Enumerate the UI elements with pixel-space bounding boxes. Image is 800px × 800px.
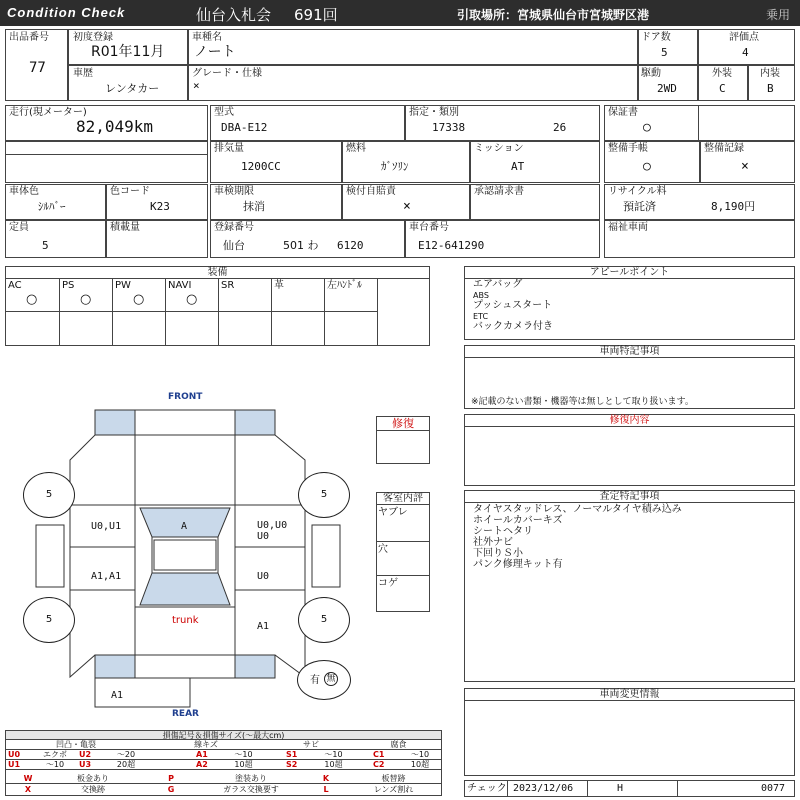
recycle-fee: 8,190円	[711, 200, 756, 213]
body-color-cell	[5, 184, 106, 220]
rear-bumper-damage: A1	[111, 690, 124, 701]
equipment-navi-mark: ○	[186, 292, 198, 307]
claim-cell	[470, 184, 600, 220]
front-label: FRONT	[168, 392, 203, 402]
mileage-cell	[5, 105, 208, 141]
appeal-line: ETC	[473, 312, 489, 321]
interior-eval-divider	[377, 541, 429, 542]
legend-desc: ～20	[116, 750, 136, 759]
designation-value-1: 17338	[432, 121, 466, 134]
legend-desc: ～10	[234, 750, 253, 759]
inspector-notes-title: 査定特記事項	[465, 491, 794, 503]
rear-label: REAR	[172, 709, 199, 719]
interior-value: B	[767, 82, 774, 95]
interior-eval-box	[376, 492, 430, 612]
welfare-cell	[604, 220, 795, 258]
designation-value-2: 26	[553, 121, 567, 134]
special-notes-text: ※記載のない書類・機器等は無しとして取り扱います。	[471, 397, 694, 407]
legend-row-4	[6, 785, 441, 795]
legend-desc: 10超	[234, 760, 253, 769]
body-color-label: 車体色	[9, 186, 39, 197]
equipment-sr-label: SR	[221, 280, 235, 291]
legend-desc: ～10	[45, 760, 65, 769]
spare-tire-indicator	[297, 660, 351, 700]
score-label: 評価点	[729, 32, 759, 43]
special-notes-title: 車両特記事項	[465, 346, 794, 358]
brand-logo: Condition Check	[7, 5, 126, 20]
drive-label: 駆動	[641, 68, 661, 79]
model-value: DBA-E12	[221, 121, 268, 134]
first-reg-cell	[68, 29, 188, 65]
inspector-note-line: ホイールカバーキズ	[473, 515, 563, 526]
check-number: 0077	[761, 783, 786, 794]
check-row	[464, 780, 795, 797]
check-divider	[587, 781, 588, 796]
check-divider	[677, 781, 678, 796]
history-cell	[68, 65, 188, 101]
mileage-label: 走行(現メーター)	[9, 107, 87, 118]
tire-rear-left	[23, 597, 75, 643]
welfare-label: 福祉車両	[608, 222, 648, 233]
equipment-title: 装備	[6, 267, 429, 279]
exterior-value: C	[719, 82, 726, 95]
appeal-panel	[464, 266, 795, 340]
body-color-value: ｼﾙﾊﾞｰ	[38, 200, 66, 213]
spare-tire-mark: 無	[324, 672, 338, 686]
plate-class: 501 わ	[283, 239, 319, 252]
legend-desc: エクボ	[43, 750, 67, 759]
displacement-cell	[210, 141, 342, 183]
car-diagram	[0, 385, 372, 725]
tire-front-left	[23, 472, 75, 518]
interior-cell	[748, 65, 795, 101]
legend-desc: 塗装あり	[235, 774, 267, 783]
legend-desc: ガラス交換要す	[223, 785, 279, 794]
equipment-grid	[6, 279, 429, 345]
score-cell	[698, 29, 795, 65]
inspector-note-line: パンク修理キット有	[473, 559, 563, 570]
legend-desc: ～10	[410, 750, 430, 759]
equipment-ps-label: PS	[62, 280, 75, 291]
tire-rear-right-value: 5	[320, 614, 328, 625]
recycle-label: リサイクル料	[608, 186, 667, 197]
check-label: チェック	[467, 783, 507, 794]
grade-value: ×	[193, 79, 200, 92]
insurance-cell	[342, 184, 470, 220]
equipment-pw-label: PW	[115, 280, 131, 291]
equipment-pw-mark: ○	[133, 292, 145, 307]
vehicle-category: 乗用	[766, 8, 791, 22]
right-rear-door-damage: U0	[257, 571, 270, 582]
legend-code: U0	[8, 750, 21, 759]
legend-code: G	[167, 785, 175, 794]
legend-title: 損傷記号＆損傷サイズ(～最大cm)	[6, 731, 441, 740]
equipment-ac-label: AC	[8, 280, 22, 291]
inspection-label: 車検期限	[214, 186, 254, 197]
trunk-label: trunk	[172, 615, 199, 626]
warranty-cell	[604, 105, 795, 141]
equipment-sr	[219, 279, 272, 312]
vehicle-change-panel	[464, 688, 795, 776]
designation-label: 指定・類別	[409, 107, 459, 118]
mission-label: ミッション	[474, 143, 524, 154]
color-code-cell	[106, 184, 208, 220]
interior-eval-item: ヤブレ	[378, 507, 408, 518]
inspector-notes-panel	[464, 490, 795, 682]
equipment-panel	[5, 266, 430, 346]
capacity-value: 5	[42, 239, 49, 252]
legend-code: U2	[79, 750, 92, 759]
legend-code: U3	[79, 760, 92, 769]
legend-desc: 10超	[324, 760, 343, 769]
legend-h-corrosion: 腐食	[390, 740, 407, 749]
appeal-title: アピールポイント	[465, 267, 794, 279]
history-label: 車歴	[73, 68, 93, 79]
mileage-value: 82,049km	[76, 117, 154, 136]
check-date: 2023/12/06	[513, 783, 574, 794]
legend-row-1	[6, 750, 441, 760]
capacity-cell	[5, 220, 106, 258]
claim-label: 承認請求書	[474, 186, 524, 197]
capacity-label: 定員	[9, 222, 29, 233]
service-manual-value: ○	[643, 159, 651, 174]
legend-row-2	[6, 760, 441, 770]
car-name-value: ノート	[194, 44, 236, 60]
legend-desc: 板金あり	[77, 774, 109, 783]
repair-content-panel	[464, 414, 795, 486]
left-rear-door-damage: A1,A1	[91, 571, 122, 582]
legend-code: A2	[196, 760, 208, 769]
chassis-value: E12-641290	[418, 239, 485, 252]
service-manual-cell	[604, 141, 700, 183]
inspector-note-line: タイヤスタッドレス、ノーマルタイヤ積み込み	[473, 504, 682, 515]
service-record-value: ×	[741, 159, 749, 174]
legend-code: W	[23, 774, 33, 783]
score-value: 4	[742, 46, 749, 59]
model-label: 型式	[214, 107, 234, 118]
equipment-navi	[166, 279, 219, 312]
vehicle-change-title: 車両変更情報	[465, 689, 794, 701]
tire-rear-left-value: 5	[45, 614, 53, 625]
recycle-status: 預託済	[623, 200, 656, 213]
exterior-label: 外装	[712, 68, 732, 79]
lot-number-cell	[5, 29, 68, 101]
chassis-cell	[405, 220, 600, 258]
legend-desc: 10超	[410, 760, 430, 769]
chassis-label: 車台番号	[409, 222, 449, 233]
car-name-cell	[188, 29, 638, 65]
fuel-label: 燃料	[346, 143, 366, 154]
mission-value: AT	[511, 160, 525, 173]
insurance-value: ×	[403, 199, 411, 214]
equipment-leather	[272, 279, 325, 312]
displacement-value: 1200CC	[241, 160, 281, 173]
tire-front-right	[298, 472, 350, 518]
legend-code: X	[24, 785, 32, 794]
doors-cell	[638, 29, 698, 65]
legend-row-3	[6, 774, 441, 784]
interior-eval-item: コゲ	[378, 578, 398, 589]
equipment-lhd	[325, 279, 378, 312]
doors-label: ドア数	[641, 32, 671, 43]
lot-number-value: 77	[29, 60, 46, 76]
mileage-extra-cell	[5, 141, 208, 183]
left-front-door-damage: U0,U1	[91, 521, 122, 532]
spare-tire-label: 有	[310, 675, 320, 686]
displacement-label: 排気量	[214, 143, 244, 154]
equipment-empty-row	[6, 312, 378, 345]
load-cell	[106, 220, 208, 258]
legend-code: K	[322, 774, 330, 783]
history-value: レンタカー	[105, 82, 160, 95]
equipment-pw	[113, 279, 166, 312]
right-front-door-damage: U0,U0	[257, 520, 288, 531]
plate-cell	[210, 220, 405, 258]
lot-number-label: 出品番号	[9, 32, 49, 43]
plate-number: 6120	[337, 239, 364, 252]
first-reg-value: R01年11月	[91, 44, 165, 60]
check-code: H	[617, 783, 624, 794]
mission-cell	[470, 141, 600, 183]
service-manual-label: 整備手帳	[608, 143, 648, 154]
interior-eval-title: 客室内評	[377, 493, 429, 505]
inspection-cell	[210, 184, 342, 220]
equipment-ac	[6, 279, 60, 312]
repair-content-title: 修復内容	[465, 415, 794, 427]
exterior-cell	[698, 65, 748, 101]
service-record-label: 整備記録	[704, 143, 744, 154]
warranty-divider	[698, 105, 699, 141]
insurance-label: 検付自賠責	[346, 186, 396, 197]
interior-label: 内装	[760, 68, 780, 79]
header-bar	[0, 0, 800, 26]
legend-h-dent: 凹凸・亀裂	[56, 740, 96, 749]
special-notes-panel	[464, 345, 795, 409]
legend-desc: 板替跡	[381, 774, 406, 783]
legend-h-rust: サビ	[303, 740, 319, 749]
legend-desc: 交換跡	[81, 785, 105, 794]
legend-h-scratch: 線キズ	[194, 740, 218, 749]
plate-label: 登録番号	[214, 222, 254, 233]
color-code-label: 色コード	[110, 186, 150, 197]
service-record-cell	[700, 141, 795, 183]
mileage-divider	[5, 154, 208, 155]
repair-side-box	[376, 416, 430, 464]
legend-desc: ～10	[324, 750, 343, 759]
session-number: 691回	[294, 6, 338, 24]
appeal-line: ABS	[473, 291, 489, 300]
right-front-door-damage-2: U0	[257, 531, 270, 542]
windshield-damage: A	[181, 521, 188, 532]
model-cell	[210, 105, 405, 141]
recycle-cell	[604, 184, 795, 220]
legend-header-row	[6, 740, 441, 750]
grade-label: グレード・仕様	[192, 68, 262, 79]
check-divider	[507, 781, 508, 796]
legend-code: P	[168, 774, 174, 783]
tire-rear-right	[298, 597, 350, 643]
tire-front-left-value: 5	[45, 489, 53, 500]
load-label: 積載量	[110, 222, 140, 233]
fuel-value: ｶﾞｿﾘﾝ	[381, 160, 409, 173]
color-code-value: K23	[150, 200, 170, 213]
legend-desc: 20超	[116, 760, 136, 769]
appeal-line: バックカメラ付き	[473, 321, 553, 332]
auction-name: 仙台入札会	[196, 6, 272, 24]
legend-code: A1	[196, 750, 208, 759]
legend-code: C1	[373, 750, 385, 759]
legend-code: S2	[286, 760, 298, 769]
drive-cell	[638, 65, 698, 101]
tire-front-right-value: 5	[320, 489, 328, 500]
grade-cell	[188, 65, 638, 101]
plate-region: 仙台	[223, 239, 245, 252]
fuel-cell	[342, 141, 470, 183]
legend-desc: レンズ割れ	[373, 785, 414, 794]
equipment-lhd-label: 左ﾊﾝﾄﾞﾙ	[327, 280, 362, 291]
warranty-label: 保証書	[608, 107, 638, 118]
pickup-location: 引取場所：宮城県仙台市宮城野区港	[457, 8, 650, 22]
equipment-navi-label: NAVI	[168, 280, 192, 291]
equipment-leather-label: 革	[274, 280, 284, 291]
equipment-ps	[60, 279, 113, 312]
damage-legend	[5, 730, 442, 796]
car-name-label: 車種名	[192, 32, 222, 43]
warranty-value: ○	[643, 120, 651, 135]
interior-eval-item: 穴	[378, 544, 388, 555]
inspector-note-line: シートヘタリ	[473, 526, 533, 537]
interior-eval-divider	[377, 575, 429, 576]
equipment-ps-mark: ○	[80, 292, 92, 307]
right-rear-quarter-damage: A1	[257, 621, 270, 632]
legend-code: C2	[373, 760, 385, 769]
legend-code: S1	[286, 750, 298, 759]
designation-cell	[405, 105, 600, 141]
drive-value: 2WD	[657, 82, 677, 95]
inspector-note-line: 社外ナビ	[473, 537, 513, 548]
repair-side-title: 修復	[377, 417, 429, 431]
doors-value: 5	[661, 46, 668, 59]
first-reg-label: 初度登録	[73, 32, 113, 43]
inspector-note-line: 下回りＳ小	[473, 548, 523, 559]
inspection-value: 抹消	[243, 200, 265, 213]
appeal-line: プッシュスタート	[473, 300, 553, 311]
appeal-line: エアバッグ	[473, 279, 523, 290]
legend-code: U1	[8, 760, 21, 769]
legend-code: L	[323, 785, 329, 794]
equipment-ac-mark: ○	[26, 292, 38, 307]
